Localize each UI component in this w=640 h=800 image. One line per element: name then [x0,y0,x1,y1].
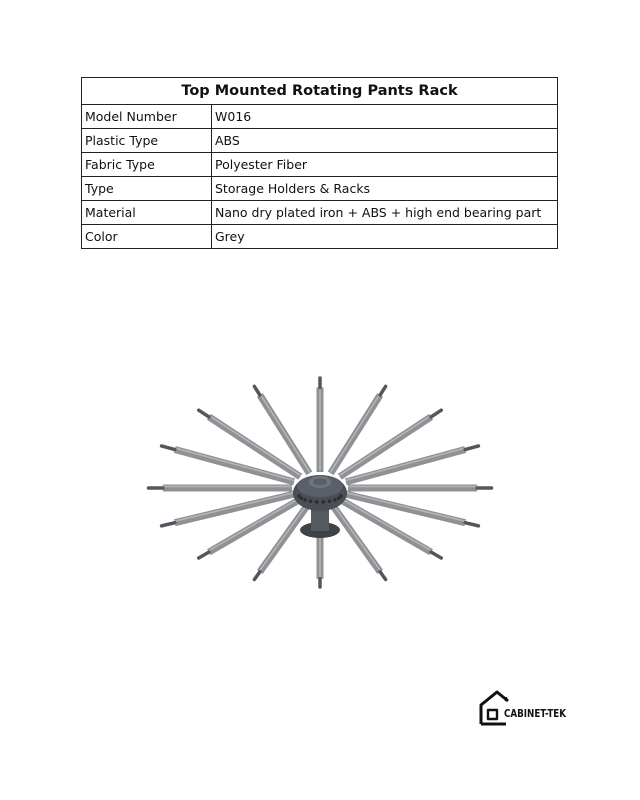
hub-hole [337,496,341,500]
row-value: Polyester Fiber [212,153,558,177]
table-row [82,129,558,153]
rack-arm [254,386,309,473]
table-row [82,105,558,129]
table-row [82,153,558,177]
row-label: Color [82,225,212,249]
row-value: Grey [212,225,558,249]
hub-hole [333,498,337,502]
table-row [82,201,558,225]
spec-table [81,77,558,249]
hub-hole [321,500,325,504]
row-label: Material [82,201,212,225]
hub-hole [315,500,319,504]
table-header-row [82,78,558,105]
row-label: Fabric Type [82,153,212,177]
rack-arm [331,386,386,473]
row-label: Model Number [82,105,212,129]
hub-hole [309,499,313,503]
rack-arm [149,487,293,489]
table-row [82,177,558,201]
cabinet-tek-logo [478,688,568,726]
row-label: Type [82,177,212,201]
rack-arm [346,446,479,482]
row-value: Storage Holders & Racks [212,177,558,201]
table-row [82,225,558,249]
hub-hole [297,494,301,498]
row-value: Nano dry plated iron + ABS + high end bearing part [212,201,558,225]
row-value: ABS [212,129,558,153]
hub-hole [328,499,332,503]
rack-arm [346,493,479,526]
rack-arm [162,446,295,482]
row-label: Plastic Type [82,129,212,153]
logo-text: CABINET-TEK [504,707,567,720]
row-value: W016 [212,105,558,129]
pants-rack-image [140,385,500,600]
rack-arm [348,487,492,489]
rack-hub [293,475,347,511]
table-title: Top Mounted Rotating Pants Rack [82,78,558,105]
hub-hole [303,498,307,502]
rack-arm [162,493,295,526]
